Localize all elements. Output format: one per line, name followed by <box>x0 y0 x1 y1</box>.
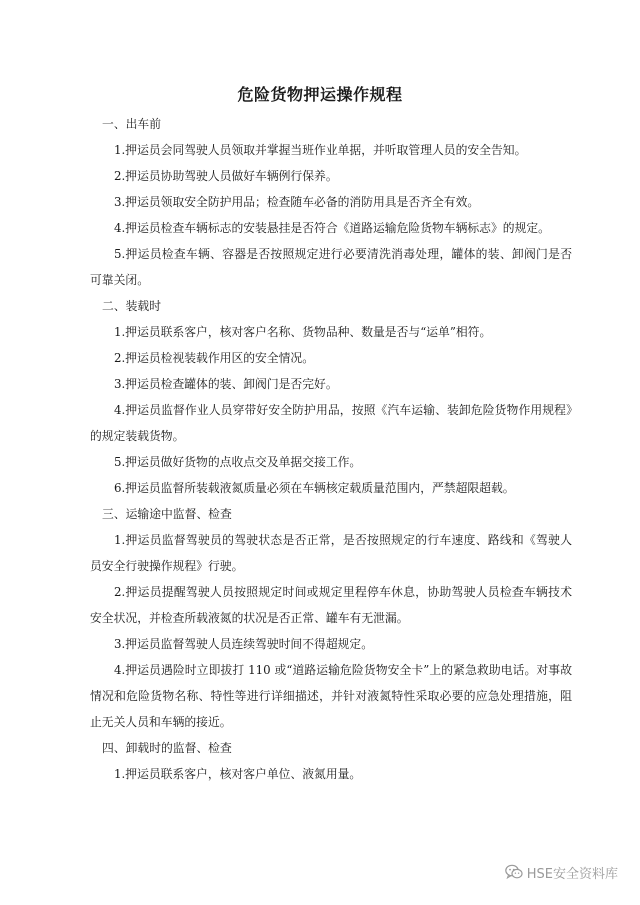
item-number: 1. <box>114 325 126 339</box>
item-text: 押运员会同驾驶人员领取并掌握当班作业单据，并听取管理人员的安全告知。 <box>125 143 527 157</box>
list-item <box>90 319 572 345</box>
item-text: 押运员检视装载作用区的安全情况。 <box>125 351 315 365</box>
list-item <box>90 371 572 397</box>
item-number: 1. <box>114 143 126 157</box>
document-body <box>90 111 572 787</box>
item-text: 押运员监督驾驶员的驾驶状态是否正常，是否按照规定的行车速度、路线和《驾驶人员安全行驶操作规程》行驶。 <box>90 533 572 573</box>
list-item <box>90 345 572 371</box>
item-number: 4. <box>114 663 126 677</box>
list-item <box>90 657 572 735</box>
item-number: 5. <box>114 455 126 469</box>
section-heading-3: 三、运输途中监督、检查 <box>102 507 232 521</box>
list-item <box>90 189 572 215</box>
list-item <box>90 397 572 449</box>
list-item <box>90 215 572 241</box>
item-text: 押运员检查车辆标志的安装悬挂是否符合《道路运输危险货物车辆标志》的规定。 <box>125 221 550 235</box>
item-text: 押运员监督作业人员穿带好安全防护用品，按照《汽车运输、装卸危险货物作用规程》的规定装载货物。 <box>90 403 572 443</box>
item-number: 3. <box>114 195 126 209</box>
item-number: 2. <box>114 351 126 365</box>
section-heading-1: 一、出车前 <box>102 117 161 131</box>
item-text: 押运员联系客户，核对客户单位、液氮用量。 <box>125 767 362 781</box>
item-number: 3. <box>114 637 126 651</box>
list-item <box>90 449 572 475</box>
item-number: 2. <box>114 585 126 599</box>
item-number: 1. <box>114 533 126 547</box>
item-number: 3. <box>114 377 126 391</box>
watermark-text: HSE安全资料库 <box>526 866 618 882</box>
item-text: 押运员监督驾驶人员连续驾驶时间不得超规定。 <box>125 637 374 651</box>
item-text: 押运员检查罐体的装、卸阀门是否完好。 <box>125 377 338 391</box>
item-text: 押运员联系客户，核对客户名称、货物品种、数量是否与“运单”相符。 <box>125 325 492 339</box>
page-title: 危险货物押运操作规程 <box>237 85 403 104</box>
item-text: 押运员遇险时立即拔打 110 或“道路运输危险货物安全卡”上的紧急救助电话。对事故情况和危险货物名称、特性等进行详细描述，并针对液氮特性采取必要的应急处理措施，阻止无关人员和车辆的接近。 <box>90 663 572 729</box>
list-item <box>90 579 572 631</box>
item-number: 5. <box>114 247 126 261</box>
item-number: 4. <box>114 403 126 417</box>
list-item <box>90 475 572 501</box>
item-number: 1. <box>114 767 126 781</box>
list-item <box>90 761 572 787</box>
item-number: 4. <box>114 221 126 235</box>
item-text: 押运员检查车辆、容器是否按照规定进行必要清洗消毒处理，罐体的装、卸阀门是否可靠关闭。 <box>90 247 572 287</box>
list-item <box>90 137 572 163</box>
item-text: 押运员做好货物的点收点交及单据交接工作。 <box>125 455 362 469</box>
item-text: 押运员领取安全防护用品；检查随车必备的消防用具是否齐全有效。 <box>125 195 480 209</box>
wechat-icon <box>505 864 523 880</box>
item-text: 押运员监督所装载液氮质量必须在车辆核定载质量范围内，严禁超限超载。 <box>125 481 515 495</box>
list-item <box>90 631 572 657</box>
list-item <box>90 163 572 189</box>
item-number: 2. <box>114 169 126 183</box>
item-text: 押运员提醒驾驶人员按照规定时间或规定里程停车休息，协助驾驶人员检查车辆技术安全状况，并检查所载液氮的状况是否正常、罐车有无泄漏。 <box>90 585 572 625</box>
section-heading-2: 二、装载时 <box>102 299 161 313</box>
item-text: 押运员协助驾驶人员做好车辆例行保养。 <box>125 169 338 183</box>
section-heading-4: 四、卸载时的监督、检查 <box>102 741 232 755</box>
watermark <box>505 862 618 882</box>
list-item <box>90 527 572 579</box>
item-number: 6. <box>114 481 126 495</box>
list-item <box>90 241 572 293</box>
